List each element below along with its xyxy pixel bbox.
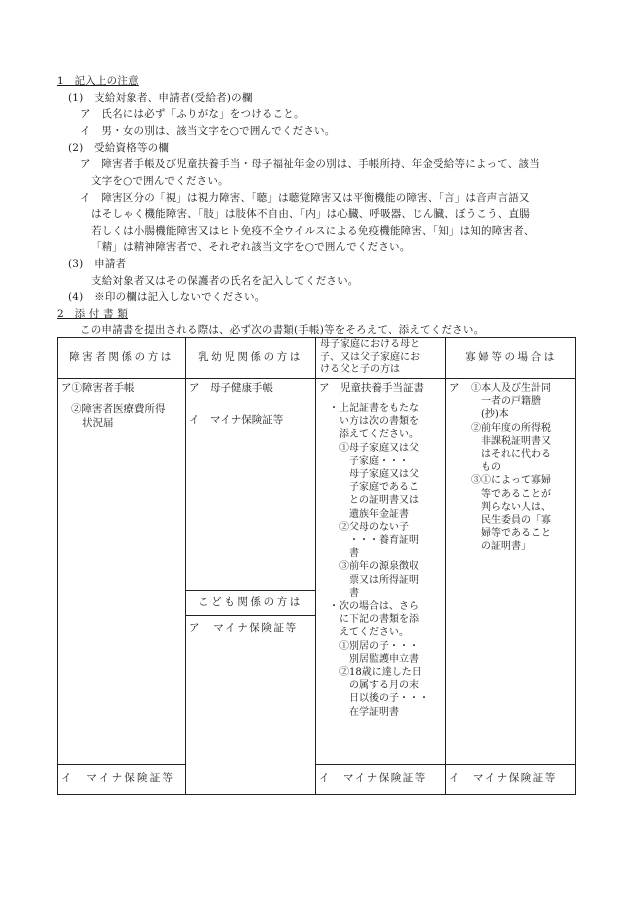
col4-line: もの xyxy=(481,462,501,474)
col3-footer: イ マイナ保険証等 xyxy=(319,772,427,784)
col3-line: 票又は所得証明 xyxy=(349,574,419,586)
header-line: ける父と子の方は xyxy=(320,364,400,376)
header-widow: 寡婦等の場合は xyxy=(465,351,557,363)
col4-line: 判らない人は、 xyxy=(481,501,551,513)
col4-line: の証明書」 xyxy=(481,541,531,553)
col4-line: ③①によって寡婦 xyxy=(471,475,551,487)
col4-a: ア xyxy=(449,382,460,394)
col4-line: ①本人及び生計同 xyxy=(471,383,551,394)
item2-i-line3: 若しくは小腸機能障害又はヒト免疫不全ウイルスによる免疫機能障害、「知」は知的障害者、 xyxy=(91,225,535,237)
item2-i-line4: 「精」は精神障害者で、それぞれ該当文字を○で囲んでください。 xyxy=(91,241,411,253)
col1-a2-line1: ②障害者医療費所得 xyxy=(71,403,166,415)
col4-line: 婦等であること xyxy=(481,528,551,540)
col2-i: イ マイナ保険証等 xyxy=(189,414,284,426)
col1-a: ア①障害者手帳 xyxy=(61,382,135,394)
col3-line: ・・・養育証明 xyxy=(349,535,419,547)
header-infant: 乳幼児関係の方は xyxy=(198,351,303,363)
col3-line: ①別居の子・・・ xyxy=(339,640,419,652)
col3-a: ア 児童扶養手当証書 xyxy=(319,382,424,394)
col1-footer: イ マイナ保険証等 xyxy=(61,772,176,784)
col4-list xyxy=(471,382,573,554)
divider xyxy=(315,338,316,794)
item2-a-line1: ア 障害者手帳及び児童扶養手当・母子福祉年金の別は、手帳所持、年金受給等によって、該当 xyxy=(80,158,540,170)
col3-line: ②父母のない子 xyxy=(339,521,409,533)
col3-line: えてください。 xyxy=(339,627,409,639)
item3-title: (3) 申請者 xyxy=(68,258,127,270)
col3-list xyxy=(329,402,443,719)
attachments-table xyxy=(57,337,576,795)
col3-line: 子家庭・・・ xyxy=(349,455,409,467)
col3-line: ・上記証書をもたな xyxy=(329,403,419,414)
col2-child-a: ア マイナ保険証等 xyxy=(189,622,298,634)
col4-line: 非課税証明書又 xyxy=(481,435,551,447)
col4-footer: イ マイナ保険証等 xyxy=(449,772,557,784)
item3-text: 支給対象者又はその保護者の氏名を記入してください。 xyxy=(91,275,359,287)
col1-a2-line2: 状況届 xyxy=(82,417,114,429)
col3-line: 添えてください。 xyxy=(339,429,419,441)
col3-line: ③前年の源泉徴収 xyxy=(339,561,419,573)
col2-a: ア 母子健康手帳 xyxy=(189,382,273,394)
header-line: 母子家庭における母と xyxy=(320,339,420,350)
col4-line: (抄)本 xyxy=(481,409,509,421)
child-header-bottom-rule xyxy=(185,615,315,616)
footer-rule xyxy=(315,764,575,765)
item1-title: (1) 支給対象者、申請者(受給者)の欄 xyxy=(68,92,253,104)
child-header: こども関係の方は xyxy=(198,596,303,608)
header-line: 子、又は父子家庭にお xyxy=(320,351,420,363)
item2-a-line2: 文字を○で囲んでください。 xyxy=(91,175,229,187)
divider xyxy=(185,338,186,794)
header-disability: 障害者関係の方は xyxy=(69,351,174,363)
col3-line: ②18歳に達した日 xyxy=(339,667,422,679)
item2-i-line1: イ 障害区分の「視」は視力障害、「聴」は聴覚障害又は平衡機能の障害、「言」は音声言語又 xyxy=(80,192,530,204)
col3-line: 在学証明書 xyxy=(349,706,399,718)
item1-a: ア 氏名には必ず「ふりがな」をつけること。 xyxy=(80,108,305,120)
child-header-top-rule xyxy=(185,590,315,591)
col3-line: 母子家庭又は父 xyxy=(349,469,419,481)
item4: (4) ※印の欄は記入しないでください。 xyxy=(68,291,266,303)
col4-line: 民生委員の「寡 xyxy=(481,515,551,527)
col3-line: ・次の場合は、さら xyxy=(329,601,419,613)
item2-title: (2) 受給資格等の欄 xyxy=(68,142,170,154)
col3-line: 日以後の子・・・ xyxy=(349,693,429,705)
col4-line: はそれに代わる xyxy=(481,449,551,461)
header-rule xyxy=(58,378,575,379)
col3-line: との証明書又は xyxy=(349,495,419,507)
section2-intro: この申請書を提出される際は、必ず次の書類(手帳)等をそろえて、添えてください。 xyxy=(80,324,485,336)
col3-line: に下記の書類を添 xyxy=(339,614,419,626)
divider xyxy=(445,338,446,794)
item1-i: イ 男・女の別は、該当文字を○で囲んでください。 xyxy=(80,125,336,137)
header-single-parent xyxy=(320,339,420,377)
col3-line: 書 xyxy=(349,587,359,599)
col3-line: 子家庭であるこ xyxy=(349,482,419,494)
col3-line: の属する月の末 xyxy=(349,680,419,692)
col3-line: 遺族年金証書 xyxy=(349,508,409,520)
col4-line: 一者の戸籍謄 xyxy=(481,396,541,408)
section1-heading: 1 記入上の注意 xyxy=(57,75,139,87)
col3-line: 別居監護申立書 xyxy=(349,653,419,665)
col4-line: 等であることが xyxy=(481,488,551,500)
col3-line: い方は次の書類を xyxy=(339,416,419,428)
col4-line: ②前年度の所得税 xyxy=(471,422,551,434)
item2-i-line2: はそしゃく機能障害、「肢」は肢体不自由、「内」は心臓、呼吸器、じん臓、ぼうこう、直腸 xyxy=(91,208,530,220)
section2-heading: 2 添 付 書 類 xyxy=(57,308,128,320)
footer-rule xyxy=(58,764,185,765)
col3-line: 書 xyxy=(349,548,359,560)
col3-line: ①母子家庭又は父 xyxy=(339,442,419,454)
